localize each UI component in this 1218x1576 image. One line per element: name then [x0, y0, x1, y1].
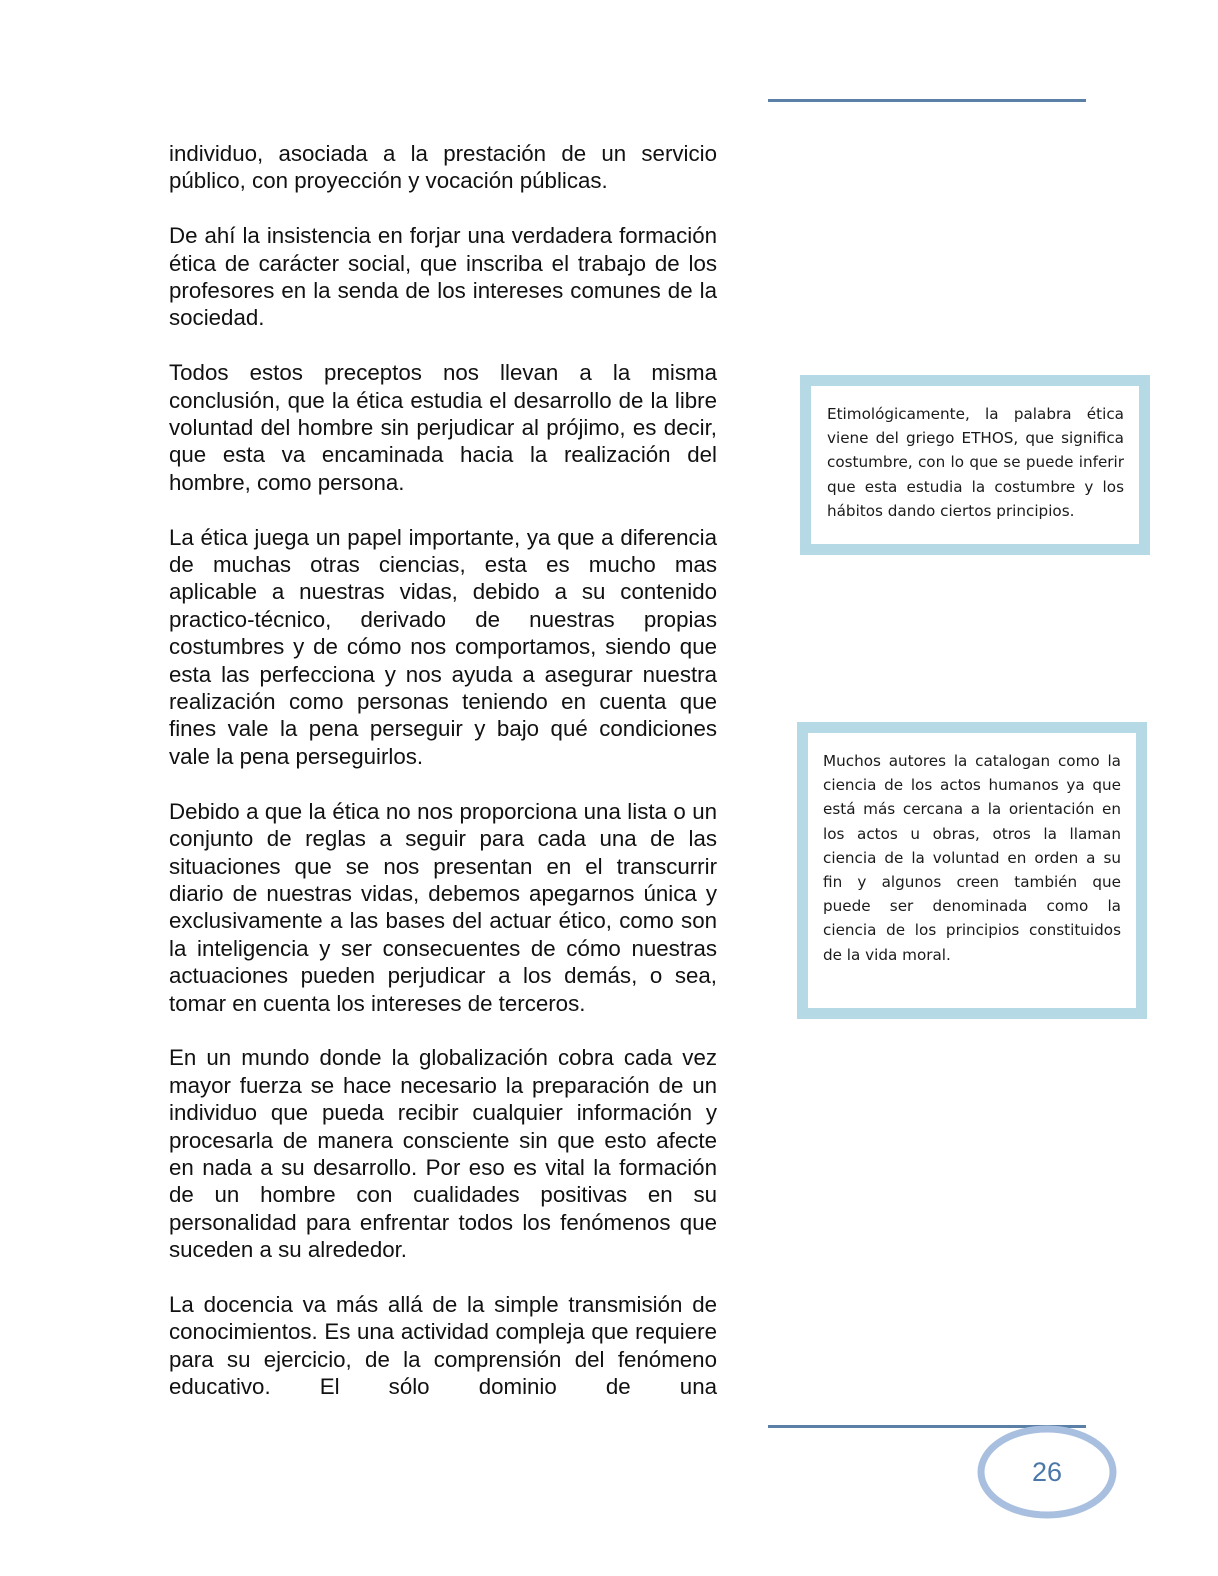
paragraph: Debido a que la ética no nos proporciona una lista o un conjunto de reglas a seguir para cada una de las situaciones que se nos presentan en el transcurrir diario de nuestras vidas, debemos apegarnos única y exclusivamente a las bases del actuar ético, como son la inteligencia y ser consecuentes de cómo nuestras actuaciones pueden perjudicar a los demás, o sea, tomar en cuenta los intereses de terceros. [169, 798, 717, 1016]
page-number: 26 [1031, 1456, 1063, 1487]
paragraph: La ética juega un papel importante, ya que a diferencia de muchas otras ciencias, esta es mucho mas aplicable a nuestras vidas, debido a su contenido practico-técnico, derivado de nuestras propias costumbres y de cómo nos comportamos, siendo que esta las perfecciona y nos ayuda a asegurar nuestra realización como personas teniendo en cuenta que fines vale la pena perseguir y bajo qué condiciones vale la pena perseguirlos. [169, 524, 717, 769]
paragraph: De ahí la insistencia en forjar una verdadera formación ética de carácter social, que inscriba el trabajo de los profesores en la senda de los intereses comunes de la sociedad. [169, 223, 717, 331]
sidebar-callout-definitions [797, 722, 1147, 1019]
main-text-column [169, 140, 717, 1401]
paragraph: Todos estos preceptos nos llevan a la misma conclusión, que la ética estudia el desarrollo de la libre voluntad del hombre sin perjudicar al prójimo, es decir, que esta va encaminada hacia la realización del hombre, como persona. [169, 360, 717, 495]
callout-text: Muchos autores la catalogan como la ciencia de los actos humanos ya que está más cercana a la orientación en los actos u obras, otros la llaman ciencia de la voluntad en orden a su fin y algunos creen también que puede ser denominada como la ciencia de los principios constituidos de la vida moral. [823, 752, 1121, 964]
sidebar-callout-etymology [800, 375, 1150, 555]
header-rule [768, 99, 1086, 102]
paragraph: En un mundo donde la globalización cobra cada vez mayor fuerza se hace necesario la preparación de un individuo que pueda recibir cualquier información y procesarla de manera consciente sin que esto afecte en nada a su desarrollo. Por eso es vital la formación de un hombre con cualidades positivas en su personalidad para enfrentar todos los fenómenos que suceden a su alrededor. [169, 1045, 717, 1263]
page-number-badge [976, 1424, 1118, 1520]
paragraph: individuo, asociada a la prestación de un servicio público, con proyección y vocación públicas. [169, 141, 717, 194]
callout-text: Etimológicamente, la palabra ética viene del griego ETHOS, que significa costumbre, con lo que se puede inferir que esta estudia la costumbre y los hábitos dando ciertos principios. [827, 405, 1124, 520]
paragraph: La docencia va más allá de la simple transmisión de conocimientos. Es una actividad compleja que requiere para su ejercicio, de la comprensión del fenómeno educativo. El sólo dominio de una [169, 1291, 717, 1400]
